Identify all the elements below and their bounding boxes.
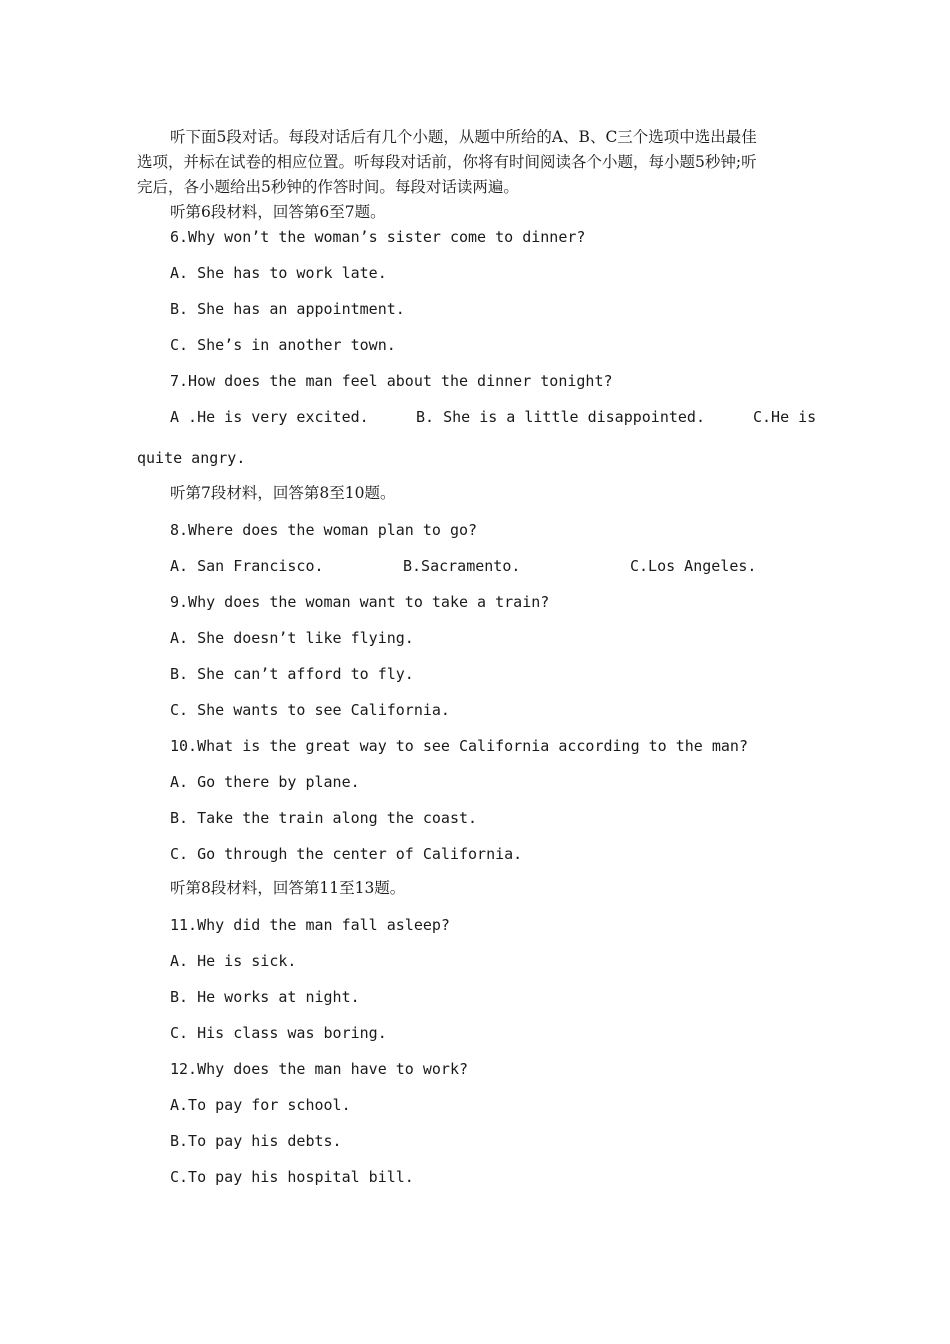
question-8-option-a: A. San Francisco. [170,557,324,575]
question-12-stem: 12.Why does the man have to work? [170,1060,469,1078]
question-10-option-c: C. Go through the center of California. [170,845,523,863]
question-12-option-c: C.To pay his hospital bill. [170,1168,414,1186]
section-heading-8-10: 听第7段材料，回答第8至10题。 [170,484,396,502]
question-10-stem: 10.What is the great way to see California according to the man? [170,737,748,755]
section-heading-6-7: 听第6段材料，回答第6至7题。 [170,203,386,221]
question-10-option-b: B. Take the train along the coast. [170,809,478,827]
section-heading-11-13: 听第8段材料，回答第11至13题。 [170,879,406,897]
instructions-line-3: 完后，各小题给出5秒钟的作答时间。每段对话读两遍。 [137,178,519,196]
question-7-option-a: A .He is very excited. [170,408,369,426]
instructions-line-1: 听下面5段对话。每段对话后有几个小题，从题中所给的A、B、C三个选项中选出最佳 [170,128,757,146]
question-9-option-b: B. She can’t afford to fly. [170,665,414,683]
question-8-stem: 8.Where does the woman plan to go? [170,521,478,539]
question-7-stem: 7.How does the man feel about the dinner tonight? [170,372,613,390]
question-6-stem: 6.Why won’t the woman’s sister come to dinner? [170,228,586,246]
question-7-option-c: C.He is [753,408,817,426]
question-12-option-b: B.To pay his debts. [170,1132,342,1150]
question-11-stem: 11.Why did the man fall asleep? [170,916,450,934]
question-6-option-c: C. She’s in another town. [170,336,396,354]
question-9-option-a: A. She doesn’t like flying. [170,629,414,647]
question-8-option-c: C.Los Angeles. [630,557,757,575]
question-8-option-b: B.Sacramento. [403,557,521,575]
question-7-option-b: B. She is a little disappointed. [416,408,705,426]
question-11-option-a: A. He is sick. [170,952,297,970]
question-11-option-b: B. He works at night. [170,988,360,1006]
question-6-option-a: A. She has to work late. [170,264,387,282]
question-11-option-c: C. His class was boring. [170,1024,387,1042]
instructions-line-2: 选项，并标在试卷的相应位置。听每段对话前，你将有时间阅读各个小题，每小题5秒钟;听 [137,153,757,171]
question-10-option-a: A. Go there by plane. [170,773,360,791]
question-12-option-a: A.To pay for school. [170,1096,351,1114]
question-7-option-c-continued: quite angry. [137,449,246,467]
question-9-stem: 9.Why does the woman want to take a train? [170,593,550,611]
question-9-option-c: C. She wants to see California. [170,701,450,719]
question-6-option-b: B. She has an appointment. [170,300,405,318]
